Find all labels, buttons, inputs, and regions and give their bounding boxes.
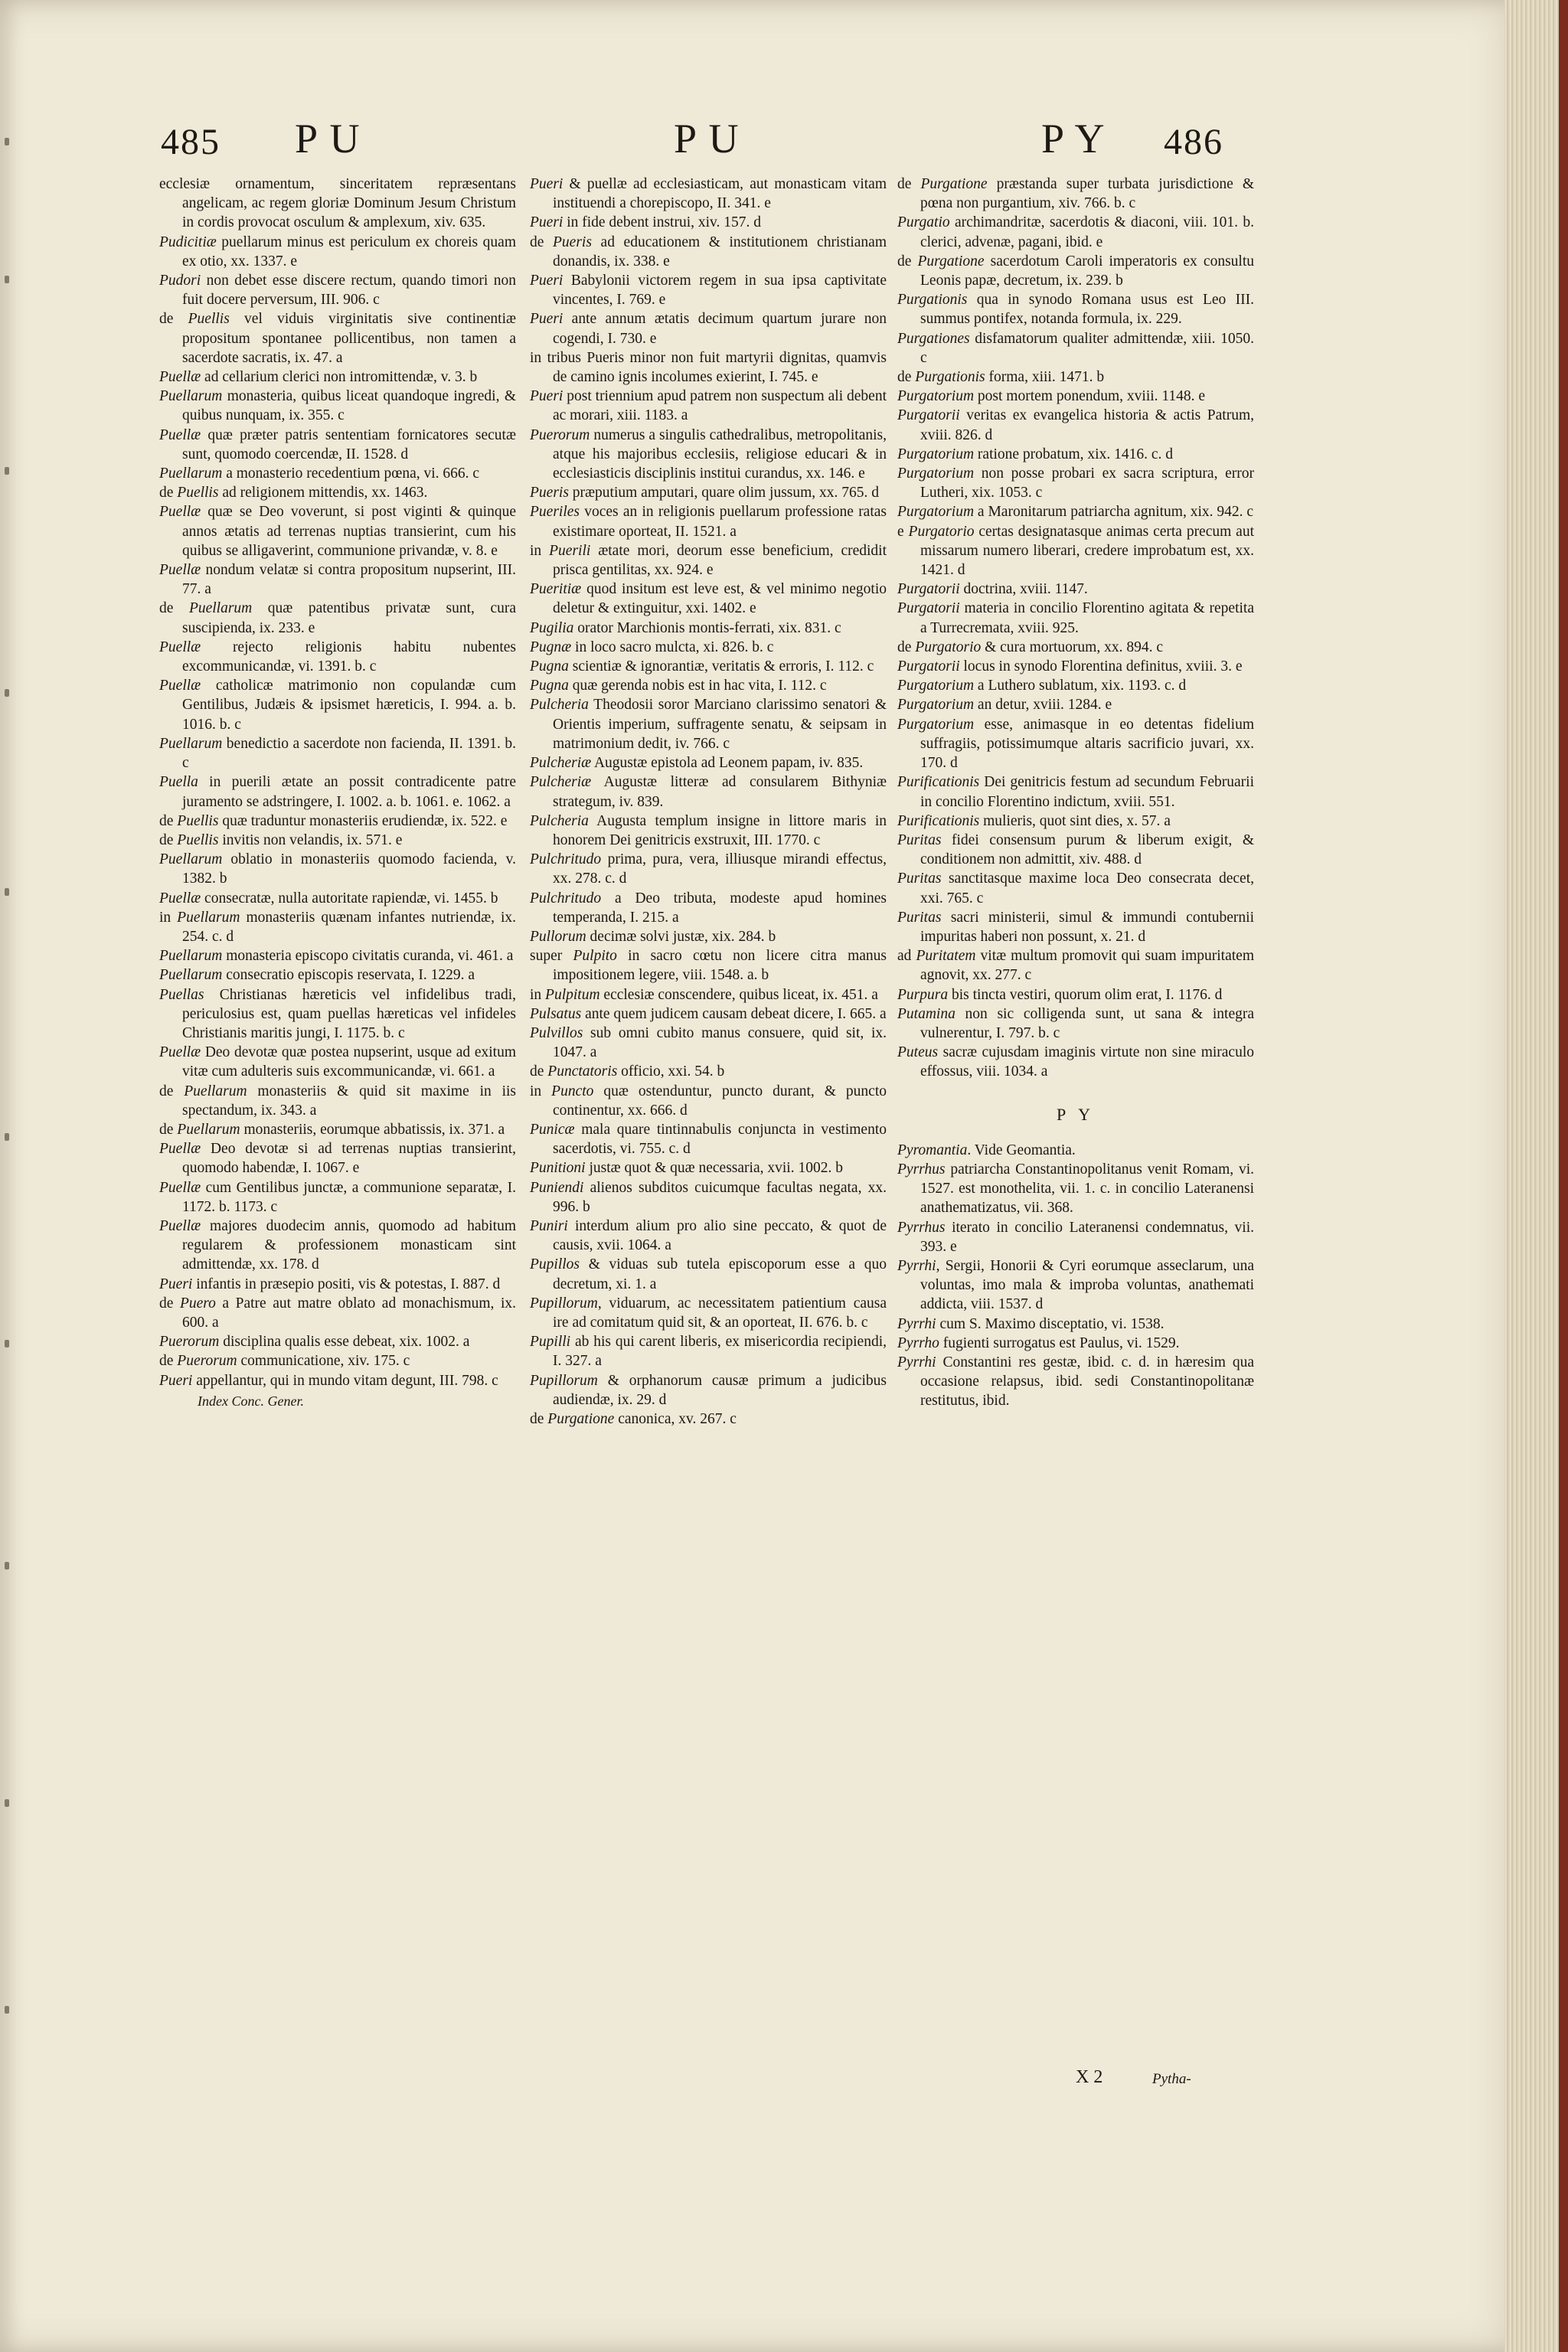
margin-mark xyxy=(5,276,9,283)
index-entry: Purgatorii locus in synodo Florentina definitus, xviii. 3. e xyxy=(897,658,1243,675)
index-entry: Pueri appellantur, qui in mundo vitam degunt, III. 798. c xyxy=(159,1372,498,1389)
index-entry: Pugna scientiæ & ignorantiæ, veritatis & erroris, I. 112. c xyxy=(530,658,874,675)
index-entry: Pupillorum & orphanorum causæ primum a judicibus audiendæ, ix. 29. d xyxy=(530,1372,887,1408)
index-entry: Puellarum monasteria episcopo civitatis curanda, vi. 461. a xyxy=(159,948,514,965)
index-column-2 xyxy=(530,175,887,1429)
index-entry: in Puerili ætate mori, deorum esse beneficium, credidit prisca gentilitas, xx. 924. e xyxy=(530,542,887,579)
index-entry: Puellæ Deo devotæ si ad terrenas nuptias transierint, quomodo habendæ, I. 1067. e xyxy=(159,1141,516,1177)
index-entry: Puerorum disciplina qualis esse debeat, xix. 1002. a xyxy=(159,1334,470,1351)
index-entry: de Punctatoris officio, xxi. 54. b xyxy=(530,1063,725,1080)
index-entry: Puteus sacræ cujusdam imaginis virtute non sine miraculo effossus, viii. 1034. a xyxy=(897,1044,1254,1080)
index-entry: de Pueris ad educationem & institutionem christianam donandis, ix. 338. e xyxy=(530,234,887,270)
index-entry: Pueri & puellæ ad ecclesiasticam, aut monasticam vitam instituendi a chorepiscopo, II. 341. e xyxy=(530,176,887,212)
index-entry: Puellæ catholicæ matrimonio non copulandæ cum Gentilibus, Judæis & ipsismet hæreticis, I. 994. a. b. 1016. b. c xyxy=(159,678,516,733)
index-entry: de Puellis ad religionem mittendis, xx. 1463. xyxy=(159,485,428,501)
index-entry: Purgatorium post mortem ponendum, xviii. 1148. e xyxy=(897,388,1206,405)
right-page-number: 486 xyxy=(1164,122,1223,162)
index-entry: Pueri in fide debent instrui, xiv. 157. d xyxy=(530,214,762,231)
index-entry: Puellæ rejecto religionis habitu nubentes excommunicandæ, vi. 1391. b. c xyxy=(159,639,516,675)
index-entry: Pyrrho fugienti surrogatus est Paulus, vi. 1529. xyxy=(897,1334,1180,1351)
index-entry: de Puero a Patre aut matre oblato ad monachismum, ix. 600. a xyxy=(159,1295,516,1331)
index-entry: Puellæ ad cellarium clerici non intromittendæ, v. 3. b xyxy=(159,369,478,386)
index-entry: Pugnæ in loco sacro mulcta, xi. 826. b. c xyxy=(530,639,774,655)
index-entry: ad Puritatem vitæ multum promovit qui suam impuritatem agnovit, xx. 277. c xyxy=(897,948,1254,984)
index-entry: Puellarum monasteria, quibus liceat quandoque ingredi, & quibus nunquam, ix. 355. c xyxy=(159,388,516,424)
margin-mark xyxy=(5,467,9,475)
index-entry: Puniri interdum alium pro alio sine peccato, & quot de causis, xvii. 1064. a xyxy=(530,1217,887,1254)
index-entry: Pueritiæ quod insitum est leve est, & vel minimo negotio deletur & extinguitur, xxi. 1402. e xyxy=(530,581,887,617)
index-entry: Pupilli ab his qui carent liberis, ex misericordia recipiendi, I. 327. a xyxy=(530,1334,887,1370)
right-headword: P Y xyxy=(1041,116,1106,162)
index-entry: Pugna quæ gerenda nobis est in hac vita, I. 112. c xyxy=(530,678,827,694)
index-entry: Pugilia orator Marchionis montis-ferrati, xix. 831. c xyxy=(530,619,841,636)
index-entry: Puritas fidei consensum purum & liberum exigit, & conditionem non admittit, xiv. 488. d xyxy=(897,831,1254,868)
index-entry: Pudori non debet esse discere rectum, quando timori non fuit docere perversum, III. 906. c xyxy=(159,273,516,309)
volume-footer: Index Conc. Gener. xyxy=(198,1393,304,1409)
margin-mark xyxy=(5,2006,9,2014)
index-entry: Puellarum consecratio episcopis reservata, I. 1229. a xyxy=(159,967,475,984)
index-entry: Puellas Christianas hæreticis vel infidelibus tradi, periculosius est, quam puellas hæreticas vel infideles Christianis maritis jungi, I. 1175. b. c xyxy=(159,986,516,1041)
index-entry: de Purgatione sacerdotum Caroli imperatoris ex consultu Leonis papæ, decretum, ix. 239. b xyxy=(897,253,1254,289)
index-entry: Pulvillos sub omni cubito manus consuere, quid sit, ix. 1047. a xyxy=(530,1024,887,1061)
margin-mark xyxy=(5,1799,9,1807)
index-entry: Pueri post triennium apud patrem non suspectum ali debent ac morari, xiii. 1183. a xyxy=(530,388,887,424)
index-entry: Pulcheria Theodosii soror Marciano clarissimo senatori & Orientis imperium, suffragente senatu, & seipsam in matrimonium dedit, iv. 766. c xyxy=(530,697,887,752)
index-entry: Pulsatus ante quem judicem causam debeat dicere, I. 665. a xyxy=(530,1005,887,1022)
index-entry: Pueriles voces an in religionis puellarum professione ratas existimare oporteat, II. 1521. a xyxy=(530,504,887,540)
book-binding xyxy=(1559,0,1568,2352)
index-entry: Purgatio archimandritæ, sacerdotis & diaconi, viii. 101. b. clerici, advenæ, pagani, ibid. e xyxy=(897,214,1254,250)
left-headword: P U xyxy=(295,116,361,162)
index-entry: Pupillos & viduas sub tutela episcoporum esse a quo decretum, xi. 1. a xyxy=(530,1256,887,1292)
index-entry: Puellæ cum Gentilibus junctæ, a communione separatæ, I. 1172. b. 1173. c xyxy=(159,1179,516,1215)
index-entry: Purificationis Dei genitricis festum ad secundum Februarii in concilio Florentino indictum, xviii. 551. xyxy=(897,774,1254,810)
index-entry: de Puellarum quæ patentibus privatæ sunt, cura suscipienda, ix. 233. e xyxy=(159,600,516,636)
index-entry: Purgatorium a Luthero sublatum, xix. 1193. c. d xyxy=(897,678,1187,694)
left-page-number: 485 xyxy=(161,122,220,162)
left-margin-marks xyxy=(2,107,15,2174)
signature-mark: X 2 xyxy=(1076,2067,1103,2087)
index-entry: Pulchritudo prima, pura, vera, illiusque mirandi effectus, xx. 278. c. d xyxy=(530,851,887,887)
index-entry: Purpura bis tincta vestiri, quorum olim erat, I. 1176. d xyxy=(897,986,1223,1003)
index-entry: Purgationes disfamatorum qualiter admittendæ, xiii. 1050. c xyxy=(897,330,1254,366)
index-entry: Pyrrhi cum S. Maximo disceptatio, vi. 1538. xyxy=(897,1315,1165,1332)
index-entry: Puellæ Deo devotæ quæ postea nupserint, usque ad exitum vitæ cum adulteris suis excommunicandæ, vi. 661. a xyxy=(159,1044,516,1080)
margin-mark xyxy=(5,1562,9,1570)
index-entry: Pyrrhi, Sergii, Honorii & Cyri eorumque asseclarum, una voluntas, imo mala & improba voluntas, anathemati addicta, viii. 1537. d xyxy=(897,1257,1254,1313)
index-entry: in Pulpitum ecclesiæ conscendere, quibus liceat, ix. 451. a xyxy=(530,986,878,1003)
index-entry: super Pulpito in sacro cœtu non licere citra manus impositionem legere, viii. 1548. a. b xyxy=(530,948,887,984)
catchword: Pytha- xyxy=(1152,2071,1191,2087)
index-entry: Puellarum a monasterio recedentium pœna, vi. 666. c xyxy=(159,466,480,482)
index-entry: Pueri infantis in præsepio positi, vis & potestas, I. 887. d xyxy=(159,1276,501,1292)
index-entry: Purificationis mulieris, quot sint dies, x. 57. a xyxy=(897,812,1171,829)
index-column-1 xyxy=(159,175,516,1411)
index-entry: de Purgatione canonica, xv. 267. c xyxy=(530,1411,737,1427)
margin-mark xyxy=(5,1133,9,1141)
section-heading: P Y xyxy=(1057,1104,1095,1124)
index-entry: de Puerorum communicatione, xiv. 175. c xyxy=(159,1353,410,1370)
index-entry: de Purgationis forma, xiii. 1471. b xyxy=(897,369,1105,386)
index-entry: Puella in puerili ætate an possit contradicente patre juramento se adstringere, I. 1002. a. b. 1061. e. 1062. a xyxy=(159,774,516,810)
index-entry: Puellæ nondum velatæ si contra propositum nupserint, III. 77. a xyxy=(159,562,516,598)
index-entry: Pueris præputium amputari, quare olim jussum, xx. 765. d xyxy=(530,485,880,501)
index-entry: ecclesiæ ornamentum, sinceritatem repræsentans angelicam, ac regem gloriæ Dominum Jesum Christum in cordis provocat osculum & amplexum, xiv. 635. xyxy=(159,176,516,231)
index-entry: Pullorum decimæ solvi justæ, xix. 284. b xyxy=(530,928,776,945)
index-entry: Puellæ consecratæ, nulla autoritate rapiendæ, vi. 1455. b xyxy=(159,890,498,906)
index-entry: de Puellarum monasteriis, eorumque abbatissis, ix. 371. a xyxy=(159,1121,505,1138)
index-entry: Pulcheriæ Augustæ litteræ ad consularem Bithyniæ strategum, iv. 839. xyxy=(530,774,887,810)
index-entry: Purgatorium esse, animasque in eo detentas fidelium suffragiis, potissimumque altaris sacrificio juvari, xx. 170. d xyxy=(897,716,1254,772)
index-entry: Pudicitiæ puellarum minus est periculum ex choreis quam ex otio, xx. 1337. e xyxy=(159,234,516,270)
index-entry: Puerorum numerus a singulis cathedralibus, metropolitanis, atque his majoribus ecclesiis, religiose educari & in ecclesiasticis disciplinis institui curandus, xx. 146. e xyxy=(530,426,887,482)
index-entry: Pyrrhi Constantini res gestæ, ibid. c. d. in hæresim qua occasione relapsus, ibid. sedi Constantinopolitanæ restitutus, ibid. xyxy=(897,1354,1254,1410)
index-entry: Purgatorium a Maronitarum patriarcha agnitum, xix. 942. c xyxy=(897,504,1254,521)
index-entry: Pulcheria Augusta templum insigne in littore maris in honorem Dei genitricis exstruxit, III. 1770. c xyxy=(530,812,887,848)
index-entry: Putamina non sic colligenda sunt, ut sana & integra vulnerentur, I. 797. b. c xyxy=(897,1005,1254,1041)
index-entry: in Puncto quæ ostenduntur, puncto durant, & puncto continentur, xx. 666. d xyxy=(530,1083,887,1119)
index-column-3 xyxy=(897,175,1254,1411)
index-entry: Puellæ quæ se Deo voverunt, si post viginti & quinque annos ætatis ad terrenas nuptias transierint, cum his quibus se alligaverint, communione privandæ, v. 8. e xyxy=(159,504,516,559)
index-entry: in Puellarum monasteriis quænam infantes nutriendæ, ix. 254. c. d xyxy=(159,909,516,945)
middle-headword: P U xyxy=(674,116,740,162)
index-entry: in tribus Pueris minor non fuit martyrii dignitas, quamvis de camino ignis incolumes exierint, I. 745. e xyxy=(530,349,887,386)
margin-mark xyxy=(5,888,9,896)
index-entry: Pueri Babylonii victorem regem in sua ipsa captivitate vincentes, I. 769. e xyxy=(530,273,887,309)
index-entry: Puniendi alienos subditos cuicumque facultas negata, xx. 996. b xyxy=(530,1179,887,1215)
index-entry: e Purgatorio certas designatasque animas certa precum aut missarum numero liberari, credere improbatum est, xx. 1421. d xyxy=(897,523,1254,579)
index-entry: Pupillorum, viduarum, ac necessitatem patientium causa ire ad comitatum quid sit, & an oporteat, II. 676. b. c xyxy=(530,1295,887,1331)
index-entry: Purgatorii materia in concilio Florentino agitata & repetita a Turrecremata, xviii. 925. xyxy=(897,600,1254,636)
index-entry: de Purgatorio & cura mortuorum, xx. 894. c xyxy=(897,639,1163,655)
index-entry: Puellæ majores duodecim annis, quomodo ad habitum regularem & professionem monasticam sint admittendæ, xx. 178. d xyxy=(159,1217,516,1273)
index-entry: Purgatorii doctrina, xviii. 1147. xyxy=(897,581,1088,598)
index-entry: Pyrrhus patriarcha Constantinopolitanus venit Romam, vi. 1527. est monothelita, vii. 1. c. in concilio Lateranensi anathematizatus, vii. 368. xyxy=(897,1161,1254,1217)
index-entry: de Purgatione præstanda super turbata jurisdictione & pœna non purgantium, xiv. 766. b. c xyxy=(897,176,1254,212)
index-entry: Puritas sacri ministerii, simul & immundi contubernii impuritas haberi non possunt, x. 21. d xyxy=(897,909,1254,945)
index-entry: Purgatorium ratione probatum, xix. 1416. c. d xyxy=(897,446,1173,462)
index-entry: Pyrrhus iterato in concilio Lateranensi condemnatus, vii. 393. e xyxy=(897,1219,1254,1255)
index-entry: de Puellis vel viduis virginitatis sive continentiæ propositum spontanee pollicentibus, non tamen a sacerdote sacratis, ix. 47. a xyxy=(159,311,516,366)
index-entry: Pulcheriæ Augustæ epistola ad Leonem papam, iv. 835. xyxy=(530,755,864,772)
margin-mark xyxy=(5,689,9,697)
margin-mark xyxy=(5,138,9,145)
index-entry: Purgatorium an detur, xviii. 1284. e xyxy=(897,697,1112,714)
index-entry: Purgatorii veritas ex evangelica historia & actis Patrum, xviii. 826. d xyxy=(897,407,1254,443)
index-entry: Punicæ mala quare tintinnabulis conjuncta in vestimento sacerdotis, vi. 755. c. d xyxy=(530,1121,887,1158)
index-entry: Pyromantia. Vide Geomantia. xyxy=(897,1142,1076,1158)
index-entry: de Puellarum monasteriis & quid sit maxime in iis spectandum, ix. 343. a xyxy=(159,1083,516,1119)
margin-mark xyxy=(5,1340,9,1348)
index-entry: Pulchritudo a Deo tributa, modeste apud homines temperanda, I. 215. a xyxy=(530,890,887,926)
index-entry: de Puellis invitis non velandis, ix. 571. e xyxy=(159,831,403,848)
index-entry: Puellarum benedictio a sacerdote non facienda, II. 1391. b. c xyxy=(159,735,516,772)
index-entry: Puritas sanctitasque maxime loca Deo consecrata decet, xxi. 765. c xyxy=(897,871,1254,906)
index-entry: Purgationis qua in synodo Romana usus est Leo III. summus pontifex, notanda formula, ix. 229. xyxy=(897,292,1254,328)
index-entry: Pueri ante annum ætatis decimum quartum jurare non cogendi, I. 730. e xyxy=(530,311,887,347)
index-entry: Purgatorium non posse probari ex sacra scriptura, error Lutheri, xix. 1053. c xyxy=(897,466,1254,501)
index-entry: Puellæ quæ præter patris sententiam fornicatores secutæ sunt, quomodo coercendæ, II. 1528. d xyxy=(159,426,516,462)
index-entry: de Puellis quæ traduntur monasteriis erudiendæ, ix. 522. e xyxy=(159,812,508,829)
index-entry: Puellarum oblatio in monasteriis quomodo facienda, v. 1382. b xyxy=(159,851,516,887)
index-entry: Punitioni justæ quot & quæ necessaria, xvii. 1002. b xyxy=(530,1160,843,1177)
